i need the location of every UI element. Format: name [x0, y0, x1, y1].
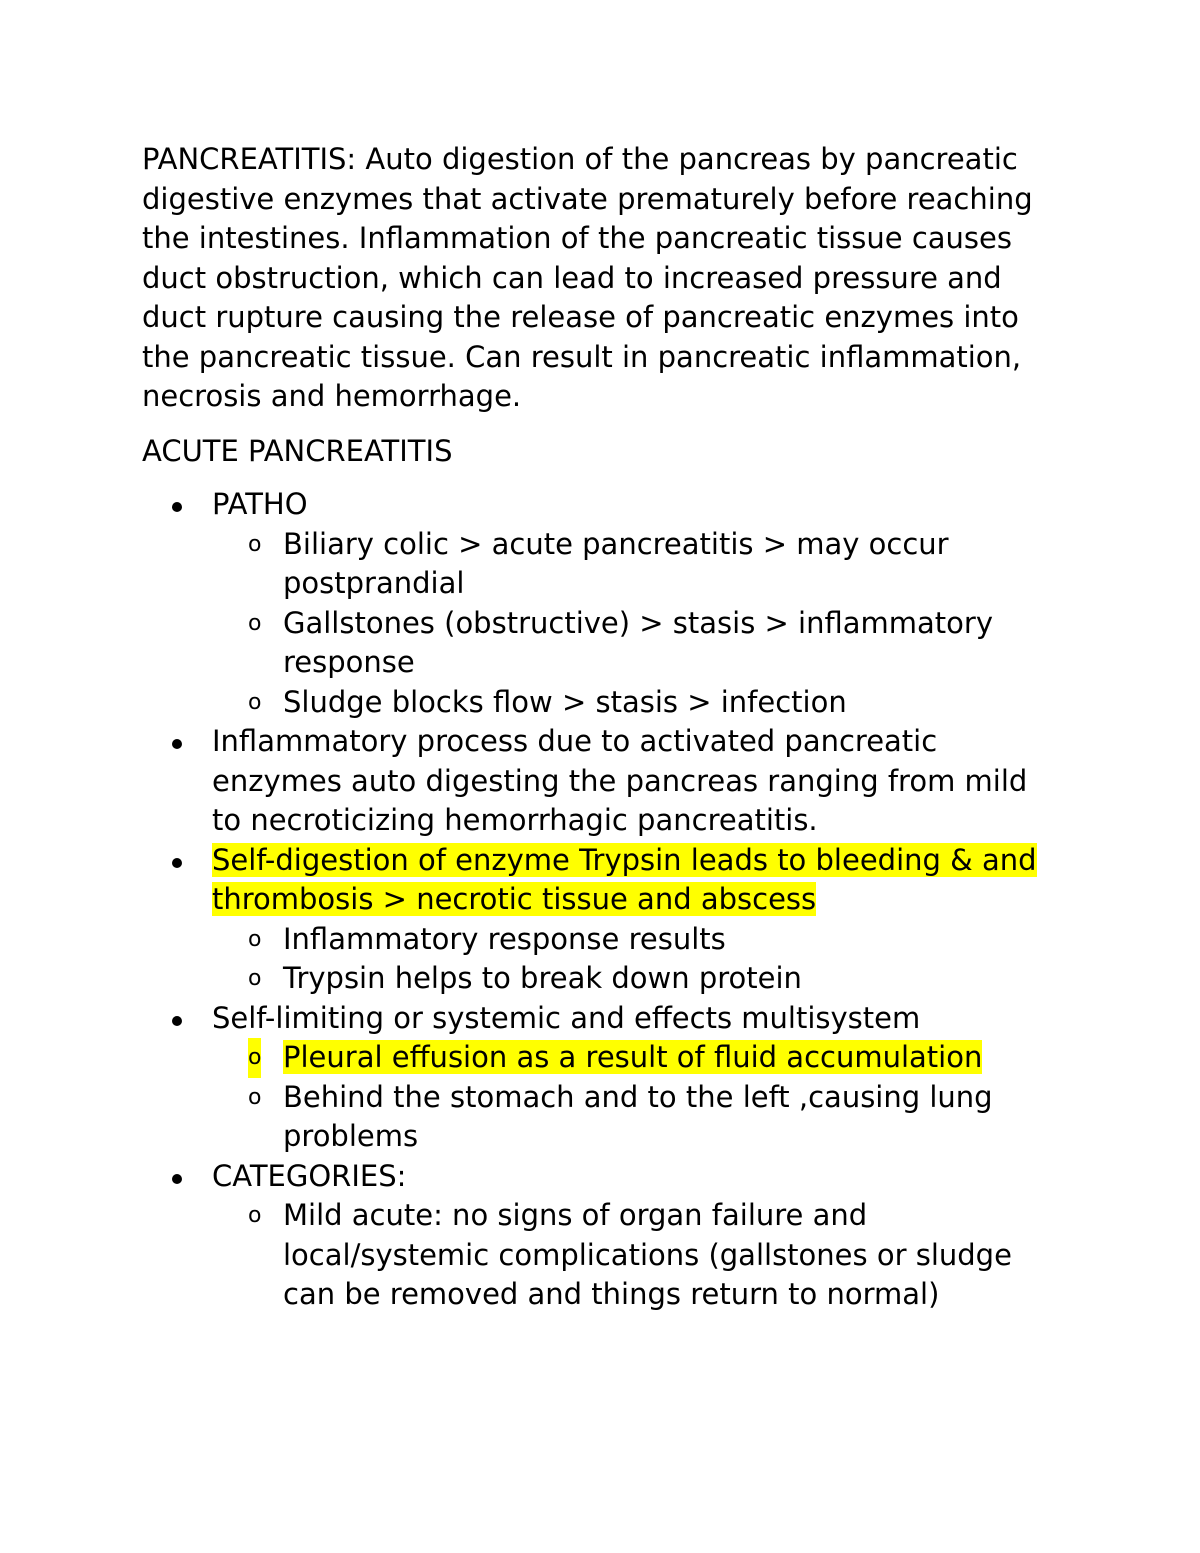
circle-bullet-icon: o — [248, 966, 262, 991]
sub-list-item — [212, 525, 1062, 604]
sub-list-item — [212, 604, 1062, 683]
circle-bullet-icon: o — [248, 926, 262, 952]
intro-paragraph: PANCREATITIS: Auto digestion of the pancreas by pancreatic digestive enzymes that activate prematurely before reaching the intestines. Inflammation of the pancreatic tissue causes duct obstruction, which can lead to increased pressure and duct rupture causing the release of pancreatic enzymes into the pancreatic tissue. Can result in pancreatic inflammation, necrosis and hemorrhage. — [142, 142, 1033, 413]
circle-bullet-icon: o — [248, 610, 262, 636]
sub-list — [212, 525, 1062, 723]
document-page — [142, 140, 1062, 1315]
list-item — [142, 1157, 1062, 1315]
sub-list-item — [212, 920, 1062, 960]
circle-bullet-icon: o — [248, 689, 262, 715]
circle-bullet-icon: o — [248, 1203, 262, 1228]
sub-list-item-text: Mild acute: no signs of organ failure and local/systemic complications (gallstones or sludge can be removed and things return to normal) — [283, 1198, 1012, 1311]
bullet-dot-icon — [172, 1174, 182, 1184]
list-item — [142, 722, 1062, 841]
bullet-list — [142, 485, 1062, 1315]
highlighted-text: Self-digestion of enzyme Trypsin leads to bleeding & and thrombosis > necrotic tissue and abscess — [212, 842, 1037, 916]
sub-list-item — [212, 683, 1062, 723]
sub-list-item-text: Trypsin helps to break down protein — [283, 961, 802, 995]
sub-list-item — [212, 959, 1062, 999]
sub-list-item-highlighted — [212, 1038, 1062, 1078]
sub-list-item-text: Sludge blocks flow > stasis > infection — [283, 684, 847, 719]
circle-bullet-icon: o — [248, 1038, 261, 1078]
list-item-highlighted — [142, 841, 1062, 999]
list-item — [142, 485, 1062, 722]
bullet-dot-icon — [172, 502, 182, 512]
bullet-dot-icon — [172, 858, 182, 868]
list-item — [142, 999, 1062, 1157]
circle-bullet-icon: o — [248, 1084, 262, 1110]
sub-list-item-text: Behind the stomach and to the left ,causing lung problems — [283, 1079, 993, 1153]
list-item-text: CATEGORIES: — [212, 1158, 407, 1193]
list-item-text: Self-limiting or systemic and effects multisystem — [212, 1000, 921, 1035]
bullet-dot-icon — [172, 1016, 182, 1026]
sub-list-item-text: Inflammatory response results — [283, 921, 726, 956]
sub-list — [212, 1196, 1062, 1315]
sub-list-item — [212, 1196, 1062, 1315]
sub-list-item-text: Gallstones (obstructive) > stasis > inflammatory response — [283, 605, 994, 679]
circle-bullet-icon: o — [248, 531, 262, 557]
sub-list-item-text: Biliary colic > acute pancreatitis > may occur postprandial — [283, 526, 949, 600]
list-item-text: Inflammatory process due to activated pancreatic enzymes auto digesting the pancreas ranging from mild to necroticizing hemorrhagic pancreatitis. — [212, 724, 1028, 837]
section-heading: ACUTE PANCREATITIS — [142, 433, 453, 468]
sub-list — [212, 920, 1062, 999]
list-item-text: PATHO — [212, 487, 308, 521]
sub-list-item — [212, 1078, 1062, 1157]
sub-list — [212, 1038, 1062, 1157]
highlighted-text: Pleural effusion as a result of fluid accumulation — [283, 1040, 983, 1074]
bullet-dot-icon — [172, 739, 182, 749]
